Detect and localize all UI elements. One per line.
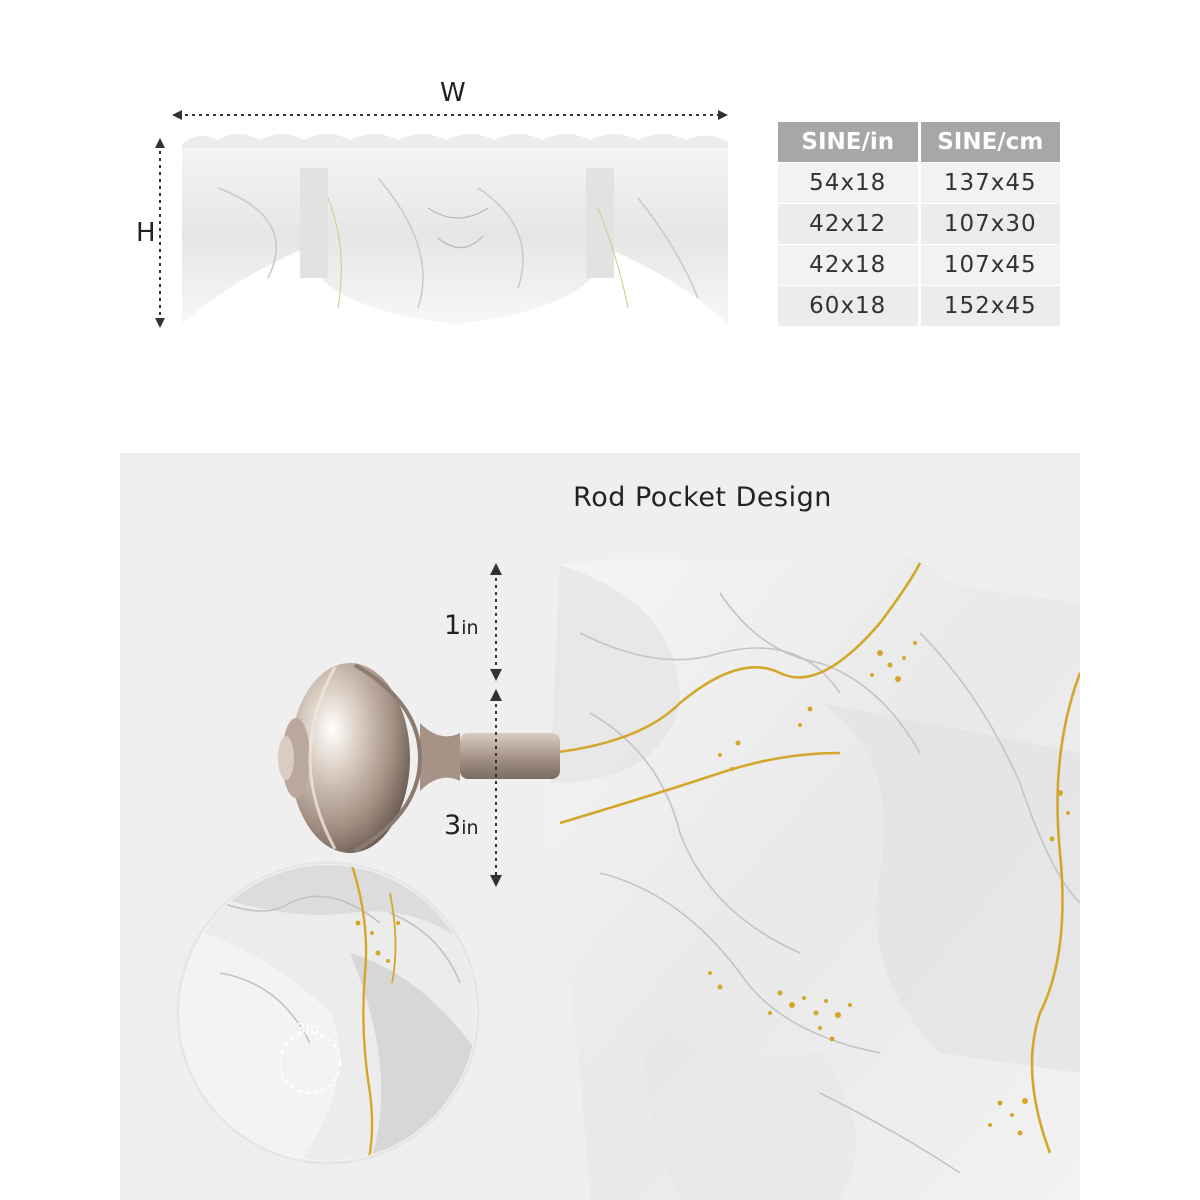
inset-measure-label: 3in xyxy=(296,1020,320,1038)
curtain-rod-finial-icon xyxy=(278,663,560,853)
pocket-measure-unit: in xyxy=(461,817,479,839)
size-inches-cell: 54x18 xyxy=(778,163,919,204)
header-measure-label xyxy=(444,610,479,641)
pocket-measure-value: 3 xyxy=(444,810,462,841)
rod-pocket-title: Rod Pocket Design xyxy=(573,482,832,513)
size-table xyxy=(778,122,1060,326)
width-label: W xyxy=(440,78,466,108)
size-inches-cell: 42x12 xyxy=(778,204,919,245)
size-inches-cell: 60x18 xyxy=(778,286,919,327)
pocket-measure-label xyxy=(444,810,479,841)
header-measure-value: 1 xyxy=(444,610,462,641)
pocket-measure-arrow-icon xyxy=(490,689,502,887)
size-table-row xyxy=(778,286,1060,327)
size-table-row xyxy=(778,204,1060,245)
header-measure-unit: in xyxy=(461,617,479,639)
size-table-row xyxy=(778,245,1060,286)
valance-illustration xyxy=(178,128,733,328)
size-cm-cell: 107x45 xyxy=(919,245,1060,286)
rod-pocket-illustration xyxy=(120,453,1080,1200)
rod-pocket-panel xyxy=(120,453,1080,1200)
size-cm-cell: 152x45 xyxy=(919,286,1060,327)
size-inches-cell: 42x18 xyxy=(778,245,919,286)
size-table-row xyxy=(778,163,1060,204)
header-measure-arrow-icon xyxy=(490,563,502,681)
size-cm-cell: 137x45 xyxy=(919,163,1060,204)
size-cm-cell: 107x30 xyxy=(919,204,1060,245)
size-table-header-row xyxy=(778,122,1060,163)
size-table-header-inches: SINE/in xyxy=(778,122,919,163)
rod-pocket-inset xyxy=(178,863,478,1163)
width-arrow-icon xyxy=(170,106,730,124)
size-table-header-cm: SINE/cm xyxy=(919,122,1060,163)
height-label: H xyxy=(136,218,156,248)
